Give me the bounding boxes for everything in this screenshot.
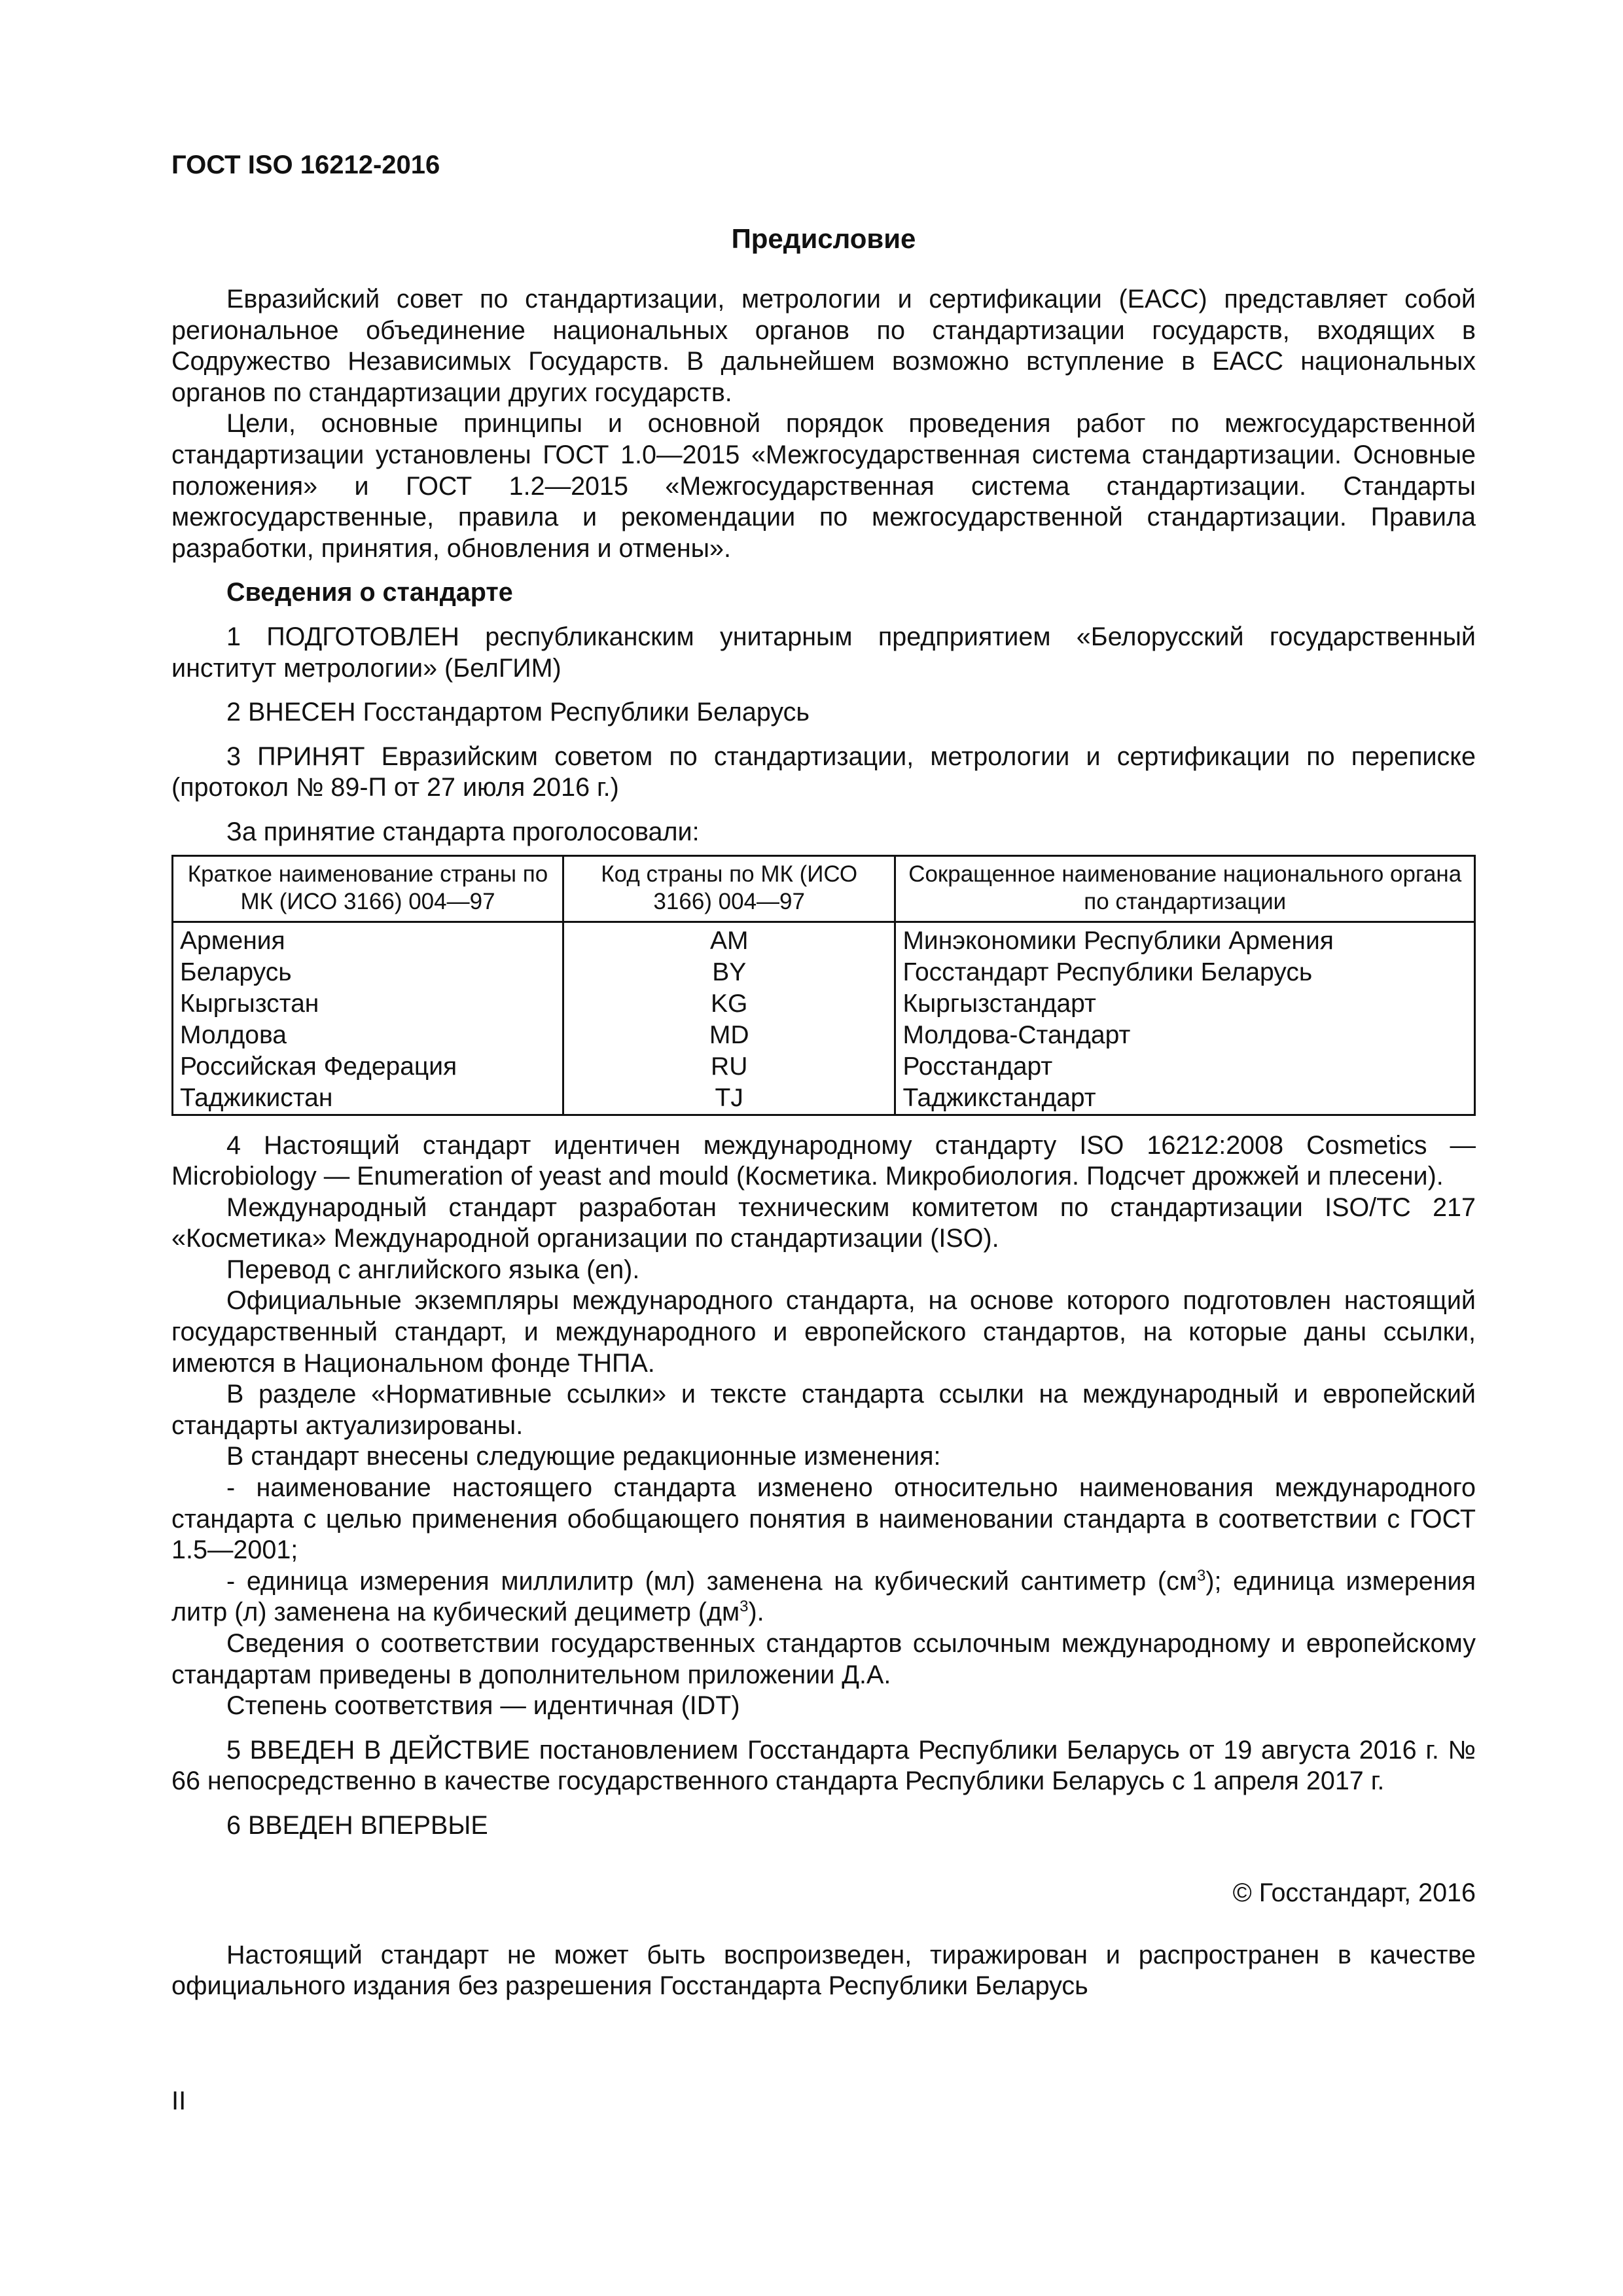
- code-cell: AM: [563, 922, 895, 957]
- units-text-a: - единица измерения миллилитр (мл) заменена на кубический сантиметр (см: [226, 1566, 1197, 1596]
- section-heading: Сведения о стандарте: [226, 578, 513, 607]
- code-cell: KG: [563, 988, 895, 1020]
- item-4-change-units: [171, 1566, 1476, 1628]
- country-cell: Беларусь: [173, 957, 563, 988]
- table-row: [173, 988, 1475, 1020]
- item-4-committee: Международный стандарт разработан техническим комитетом по стандартизации ISO/TC 217 «Косметика» Международной организации по стандартизации (ISO).: [171, 1193, 1476, 1253]
- body-cell: Кыргызстандарт: [895, 988, 1475, 1020]
- code-cell: RU: [563, 1051, 895, 1083]
- item-4-identity: 4 Настоящий стандарт идентичен международному стандарту ISO 16212:2008 Cosmetics — Microbiology — Enumeration of yeast and mould (Косметика. Микробиология. Подсчет дрожжей и плесени).: [171, 1130, 1476, 1191]
- page-title: Предисловие: [731, 223, 916, 254]
- code-cell: MD: [563, 1020, 895, 1051]
- body-cell: Росстандарт: [895, 1051, 1475, 1083]
- item-4-official-copies: Официальные экземпляры международного стандарта, на основе которого подготовлен настоящий государственный стандарт, и международного и европейского стандартов, на которые даны ссылки, имеются в Национальном фонде ТНПА.: [171, 1286, 1476, 1378]
- table-row: [173, 957, 1475, 988]
- superscript-3: 3: [1196, 1566, 1206, 1585]
- body-cell: Молдова-Стандарт: [895, 1020, 1475, 1051]
- copyright: © Госстандарт, 2016: [1232, 1878, 1476, 1907]
- units-text-c: ).: [748, 1598, 764, 1627]
- table-header-code: Код страны по МК (ИСО 3166) 004—97: [563, 855, 895, 922]
- item-4-degree: Степень соответствия — идентичная (IDT): [226, 1691, 740, 1721]
- body-cell: Таджикстандарт: [895, 1083, 1475, 1115]
- units-text-b: ); единица измерения литр (л) заменена на кубический дециметр (дм: [171, 1566, 1476, 1627]
- vote-intro: За принятие стандарта проголосовали:: [226, 817, 700, 846]
- item-1-prepared: 1 ПОДГОТОВЛЕН республиканским унитарным предприятием «Белорусский государственный институт метрологии» (БелГИМ): [171, 622, 1476, 683]
- item-4-appendix: Сведения о соответствии государственных стандартов ссылочным международному и европейскому стандартам приведены в дополнительном приложении Д.А.: [171, 1629, 1476, 1689]
- item-4-translation: Перевод с английского языка (en).: [226, 1255, 640, 1284]
- code-cell: TJ: [563, 1083, 895, 1115]
- country-cell: Кыргызстан: [173, 988, 563, 1020]
- document-code: ГОСТ ISO 16212-2016: [171, 151, 440, 179]
- table-row: [173, 922, 1475, 957]
- item-5-effective: 5 ВВЕДЕН В ДЕЙСТВИЕ постановлением Госстандарта Республики Беларусь от 19 августа 2016 г. № 66 непосредственно в качестве государственного стандарта Республики Беларусь с 1 апреля 2017 г.: [171, 1735, 1476, 1796]
- item-4-references: В разделе «Нормативные ссылки» и тексте стандарта ссылки на международный и европейский стандарты актуализированы.: [171, 1380, 1476, 1440]
- reproduction-notice: Настоящий стандарт не может быть воспроизведен, тиражирован и распространен в качестве официального издания без разрешения Госстандарта Республики Беларусь: [171, 1940, 1476, 2001]
- table-header-country: Краткое наименование страны по МК (ИСО 3166) 004—97: [173, 855, 563, 922]
- table-header-row: [173, 855, 1475, 922]
- item-6-first: 6 ВВЕДЕН ВПЕРВЫЕ: [226, 1810, 488, 1840]
- country-cell: Российская Федерация: [173, 1051, 563, 1083]
- body-cell: Минэкономики Республики Армения: [895, 922, 1475, 957]
- table-row: [173, 1051, 1475, 1083]
- table-header-body: Сокращенное наименование национального органа по стандартизации: [895, 855, 1475, 922]
- country-cell: Армения: [173, 922, 563, 957]
- table-row: [173, 1083, 1475, 1115]
- item-3-adopted: 3 ПРИНЯТ Евразийским советом по стандартизации, метрологии и сертификации по переписке (протокол № 89-П от 27 июля 2016 г.): [171, 742, 1476, 802]
- intro-paragraph-2: Цели, основные принципы и основной порядок проведения работ по межгосударственной стандартизации установлены ГОСТ 1.0—2015 «Межгосударственная система стандартизации. Основные положения» и ГОСТ 1.2—2015 «Межгосударственная система стандартизации. Стандарты межгосударственные, правила и рекомендации по межгосударственной стандартизации. Правила разработки, принятия, обновления и отмены».: [171, 409, 1476, 563]
- page-number: II: [171, 2087, 187, 2115]
- item-2-submitted: 2 ВНЕСЕН Госстандартом Республики Беларусь: [226, 698, 810, 727]
- country-cell: Молдова: [173, 1020, 563, 1051]
- voting-countries-table: [171, 855, 1476, 1116]
- item-4-changes-intro: В стандарт внесены следующие редакционные изменения:: [226, 1442, 941, 1471]
- intro-paragraph-1: Евразийский совет по стандартизации, метрологии и сертификации (ЕАСС) представляет собой региональное объединение национальных органов по стандартизации государств, входящих в Содружество Независимых Государств. В дальнейшем возможно вступление в ЕАСС национальных органов по стандартизации других государств.: [171, 285, 1476, 407]
- body-cell: Госстандарт Республики Беларусь: [895, 957, 1475, 988]
- item-4-change-title: - наименование настоящего стандарта изменено относительно наименования международного стандарта с целью применения обобщающего понятия в наименовании стандарта в соответствии с ГОСТ 1.5—2001;: [171, 1473, 1476, 1565]
- superscript-3: 3: [740, 1598, 749, 1616]
- table-row: [173, 1020, 1475, 1051]
- country-cell: Таджикистан: [173, 1083, 563, 1115]
- code-cell: BY: [563, 957, 895, 988]
